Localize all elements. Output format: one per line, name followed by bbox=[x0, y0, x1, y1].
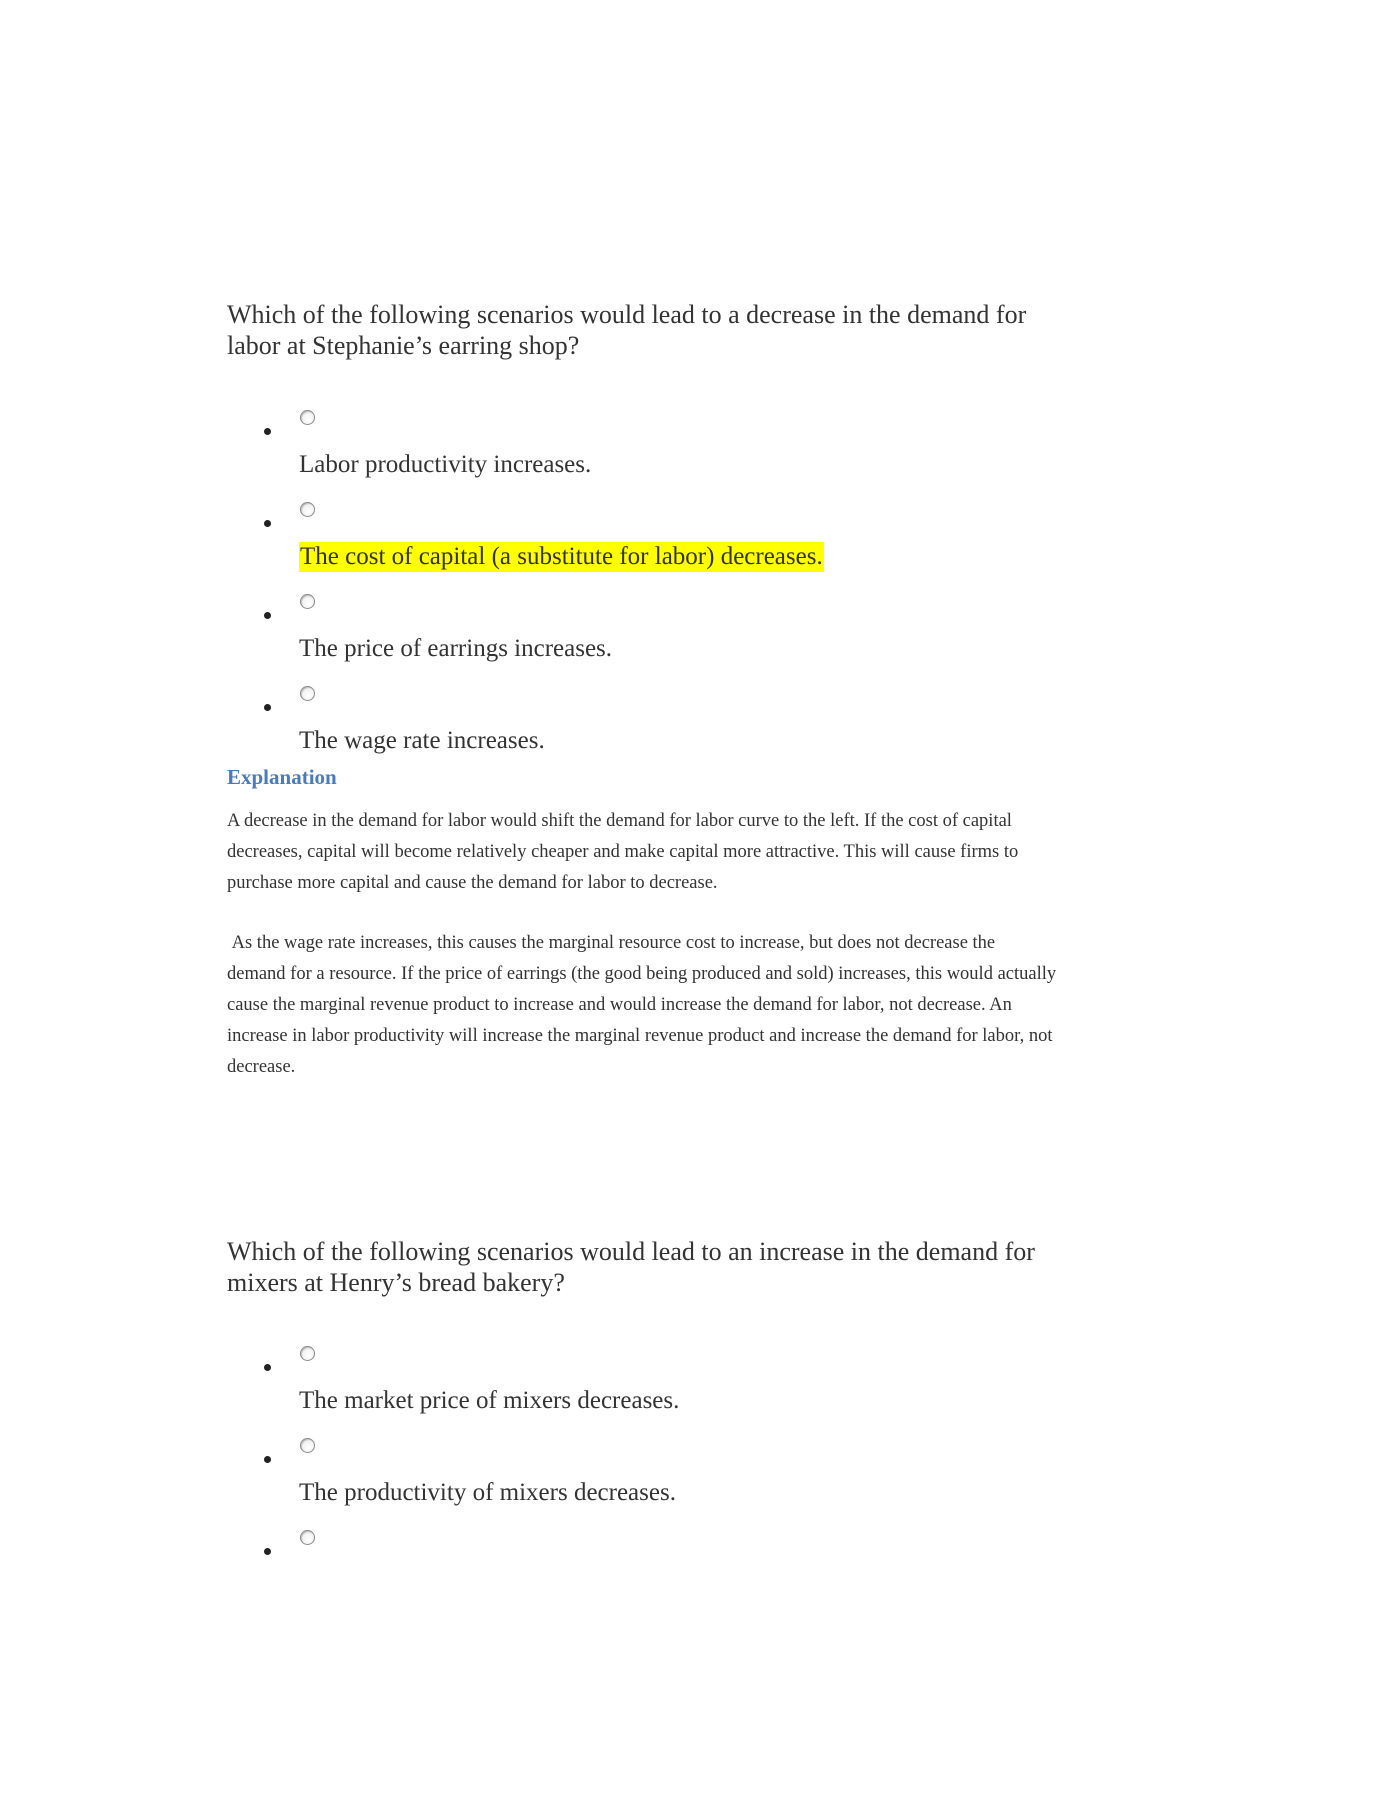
option-item bbox=[260, 1438, 1060, 1530]
radio-button[interactable] bbox=[300, 594, 315, 609]
option-item bbox=[260, 594, 1060, 686]
option-label-highlighted: The cost of capital (a substitute for labor) decreases. bbox=[300, 543, 823, 570]
radio-button[interactable] bbox=[300, 1438, 315, 1453]
option-item bbox=[260, 502, 1060, 594]
explanation-paragraph: As the wage rate increases, this causes the marginal resource cost to increase, but does not decrease the demand for a resource. If the price of earrings (the good being produced and sold) increases, this would actually cause the marginal revenue product to increase and would increase the demand for labor, not decrease. An increase in labor productivity will increase the marginal revenue product and increase the demand for labor, not decrease. bbox=[227, 933, 1057, 1077]
option-label: The market price of mixers decreases. bbox=[299, 1387, 680, 1414]
bullet-icon bbox=[264, 1364, 271, 1371]
radio-button[interactable] bbox=[300, 686, 315, 701]
option-label: Labor productivity increases. bbox=[299, 451, 592, 478]
question-1-text: Which of the following scenarios would lead to a decrease in the demand for labor at Stephanie’s earring shop? bbox=[227, 300, 1027, 360]
option-label: The productivity of mixers decreases. bbox=[299, 1479, 676, 1506]
option-label: The price of earrings increases. bbox=[299, 635, 613, 662]
bullet-icon bbox=[264, 704, 271, 711]
bullet-icon bbox=[264, 428, 271, 435]
question-2-options bbox=[260, 1346, 1060, 1622]
explanation-paragraph: A decrease in the demand for labor would shift the demand for labor curve to the left. If the cost of capital decreases, capital will become relatively cheaper and make capital more attractive. This will cause firms to purchase more capital and cause the demand for labor to decrease. bbox=[227, 811, 1019, 893]
bullet-icon bbox=[264, 1548, 271, 1555]
radio-button[interactable] bbox=[300, 1346, 315, 1361]
radio-button[interactable] bbox=[300, 410, 315, 425]
question-1-options bbox=[260, 410, 1060, 778]
option-label: The wage rate increases. bbox=[299, 727, 545, 754]
option-item bbox=[260, 410, 1060, 502]
bullet-icon bbox=[264, 520, 271, 527]
radio-button[interactable] bbox=[300, 502, 315, 517]
question-2-text: Which of the following scenarios would lead to an increase in the demand for mixers at Henry’s bread bakery? bbox=[227, 1237, 1035, 1297]
option-item bbox=[260, 1530, 1060, 1622]
option-item bbox=[260, 1346, 1060, 1438]
bullet-icon bbox=[264, 612, 271, 619]
radio-button[interactable] bbox=[300, 1530, 315, 1545]
explanation-heading: Explanation bbox=[227, 765, 337, 789]
bullet-icon bbox=[264, 1456, 271, 1463]
option-item bbox=[260, 686, 1060, 778]
